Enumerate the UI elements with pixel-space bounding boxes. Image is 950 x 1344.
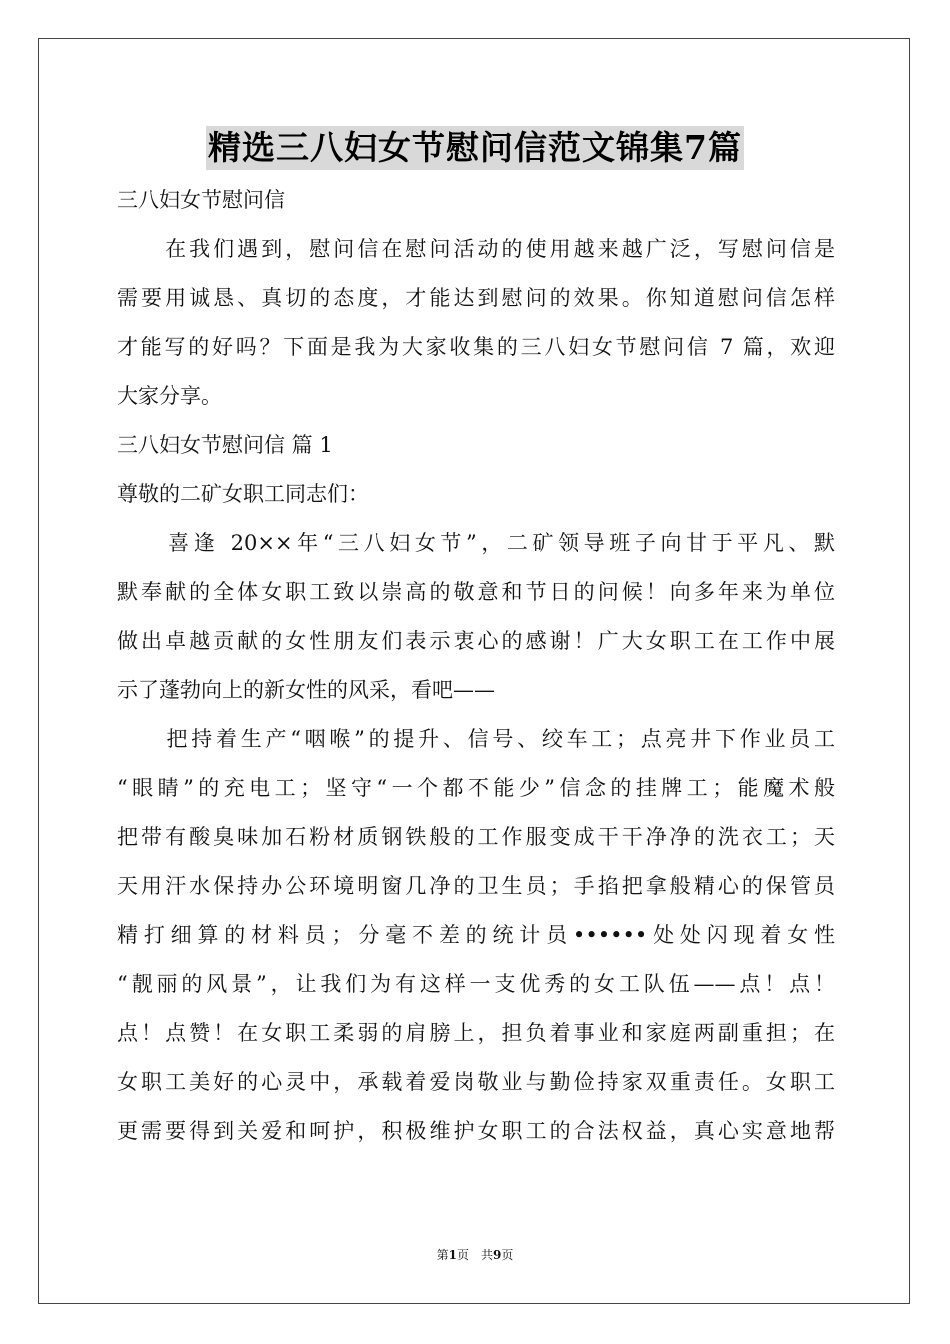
footer-page-number: 1 [448, 1248, 457, 1262]
text-line: 默奉献的全体女职工致以崇高的敬意和节日的问候！向多年来为单位 [117, 580, 835, 604]
text-line: 天用汗水保持办公环境明窗几净的卫生员；手掐把拿般精心的保管员 [117, 874, 835, 898]
text-line: 大家分享。 [117, 384, 222, 408]
text-line: “靓丽的风景”，让我们为有这样一支优秀的女工队伍——点！点！ [117, 972, 835, 996]
text-line: 女职工美好的心灵中，承载着爱岗敬业与勤俭持家双重责任。女职工 [117, 1070, 835, 1094]
text-line: 更需要得到关爱和呵护，积极维护女职工的合法权益，真心实意地帮 [117, 1119, 835, 1143]
footer-suffix: 页 [501, 1248, 514, 1262]
page-footer [0, 1246, 950, 1263]
text-line: 做出卓越贡献的女性朋友们表示衷心的感谢！广大女职工在工作中展 [117, 629, 835, 653]
text-line: 把带有酸臭味加石粉材质钢铁般的工作服变成干干净净的洗衣工；天 [117, 825, 835, 849]
footer-middle: 页 共 [456, 1248, 493, 1262]
text-line: 点！点赞！在女职工柔弱的肩膀上，担负着事业和家庭两副重担；在 [117, 1021, 835, 1045]
footer-prefix: 第 [436, 1248, 449, 1262]
text-line: “眼睛”的充电工；坚守“一个都不能少”信念的挂牌工；能魔术般 [117, 776, 835, 800]
text-line: 三八妇女节慰问信 篇 1 [117, 433, 333, 457]
title-container [0, 126, 950, 170]
footer-total-pages: 9 [493, 1248, 502, 1262]
text-line: 喜逢 20××年“三八妇女节”，二矿领导班子向甘于平凡、默 [117, 531, 835, 555]
text-line: 示了蓬勃向上的新女性的风采，看吧—— [117, 678, 495, 702]
text-line: 把持着生产“咽喉”的提升、信号、绞车工；点亮井下作业员工 [117, 727, 835, 751]
text-line: 尊敬的二矿女职工同志们： [117, 482, 369, 506]
text-line: 三八妇女节慰问信 [117, 188, 285, 212]
text-line: 需要用诚恳、真切的态度，才能达到慰问的效果。你知道慰问信怎样 [117, 286, 835, 310]
text-line: 才能写的好吗？下面是我为大家收集的三八妇女节慰问信 7 篇，欢迎 [117, 335, 835, 359]
document-body [117, 176, 835, 1156]
document-title: 精选三八妇女节慰问信范文锦集7篇 [206, 126, 744, 170]
text-line: 在我们遇到，慰问信在慰问活动的使用越来越广泛，写慰问信是 [117, 237, 835, 261]
text-line: 精打细算的材料员；分毫不差的统计员••••••处处闪现着女性 [117, 923, 835, 947]
